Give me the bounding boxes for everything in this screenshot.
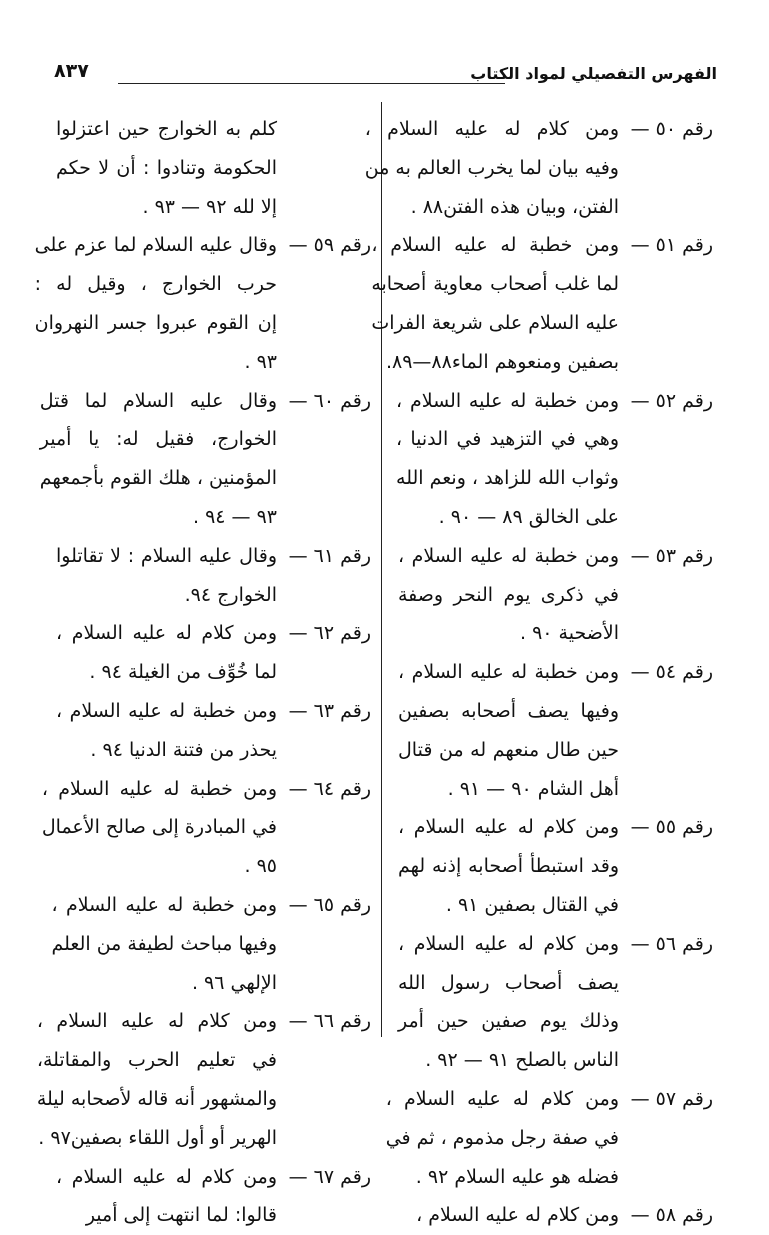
entry-number: رقم ٦٧ — — [288, 1165, 371, 1188]
entry-line: ٩٣ — ٩٤ . — [192, 505, 277, 528]
index-entry — [41, 770, 371, 886]
entry-line: وهي في التزهيد في الدنيا ، — [396, 428, 619, 451]
entry-number: رقم ٥٠ — — [630, 118, 713, 140]
entry-number: رقم ٦٢ — — [288, 622, 371, 645]
entry-line: ومن كلام له عليه السلام ، — [56, 622, 277, 645]
index-entry — [385, 1080, 713, 1196]
entry-line: حين طال منعهم له من قتال — [398, 738, 619, 761]
entry-line: الخوارج، فقيل له: يا أمير — [39, 428, 277, 451]
page-number: ٨٣٧ — [54, 60, 89, 82]
entry-text — [398, 653, 619, 808]
entry-line: في المبادرة إلى صالح الأعمال — [41, 816, 277, 839]
entry-text — [35, 226, 277, 381]
entry-text — [398, 808, 619, 924]
entry-line: ومن كلام له عليه السلام ، — [56, 1165, 277, 1188]
entry-number: رقم ٥٥ — — [630, 816, 713, 839]
entry-text — [56, 537, 277, 615]
index-entry — [56, 1158, 371, 1235]
entry-line: في تعليم الحرب والمقاتلة، — [36, 1049, 277, 1072]
entry-number: رقم ٦٠ — — [288, 389, 371, 412]
page-header — [54, 58, 717, 92]
entry-line: وقال عليه السلام : لا تقاتلوا — [56, 544, 277, 567]
entry-line: في القتال بصفين ٩١ . — [445, 893, 619, 916]
entry-number: رقم ٦٦ — — [288, 1010, 371, 1033]
entry-line: ومن كلام له عليه السلام ، — [416, 1204, 619, 1227]
index-entry — [34, 226, 371, 381]
entry-line: وفيها يصف أصحابه بصفين — [398, 699, 619, 722]
entry-line: حرب الخوارج ، وقيل له : — [34, 273, 277, 296]
entry-text — [398, 1196, 619, 1235]
entry-line: الإلهي ٩٦ . — [191, 971, 277, 994]
entry-number: رقم ٥٤ — — [630, 661, 713, 684]
entry-line: قالوا: لما انتهت إلى أمير — [85, 1204, 277, 1227]
entry-text — [51, 886, 277, 1002]
entry-text — [398, 925, 619, 1080]
index-entry — [398, 808, 713, 924]
entry-line: كلم به الخوارج حين اعتزلوا — [56, 118, 277, 140]
entry-line: أهل الشام ٩٠ — ٩١ . — [447, 777, 619, 800]
index-entry — [36, 1002, 371, 1157]
index-entry — [398, 653, 713, 808]
entry-line: ومن خطبة له عليه السلام ، — [56, 699, 277, 722]
entry-line: ومن كلام له عليه السلام ، — [385, 1087, 619, 1110]
entry-line: ومن خطبة له عليه السلام ، — [371, 234, 619, 257]
entry-number: رقم ٦٣ — — [288, 699, 371, 722]
entry-line: ومن خطبة له عليه السلام ، — [41, 777, 277, 800]
entry-number: رقم ٦١ — — [288, 544, 371, 567]
left-column — [34, 110, 371, 1235]
entry-line: الفتن، وبيان هذه الفتن٨٨ . — [410, 195, 619, 218]
entry-line: وفيه بيان لما يخرب العالم به من — [364, 156, 619, 179]
index-entry — [56, 110, 371, 226]
entry-line: عليه السلام على شريعة الفرات — [371, 311, 619, 334]
entry-line: على الخالق ٨٩ — ٩٠ . — [438, 505, 619, 528]
entry-text — [40, 382, 277, 537]
entry-line: فضله هو عليه السلام ٩٢ . — [415, 1165, 619, 1188]
index-entry — [39, 382, 371, 537]
entry-number: رقم ٥٢ — — [630, 389, 713, 412]
right-column — [364, 110, 713, 1235]
index-entry — [56, 692, 371, 770]
entry-line: ٩٥ . — [244, 855, 277, 878]
entry-line: في صفة رجل مذموم ، ثم في — [385, 1126, 619, 1149]
entry-line: ٩٣ . — [244, 350, 277, 373]
entry-text — [386, 1080, 619, 1196]
entry-line: المؤمنين ، هلك القوم بأجمعهم — [39, 467, 277, 490]
entry-line: ومن خطبة له عليه السلام ، — [396, 389, 619, 412]
entry-number: رقم ٥٩ — — [288, 234, 371, 257]
entry-text — [398, 537, 619, 653]
entry-number: رقم ٥١ — — [630, 234, 713, 257]
header-rule — [118, 83, 505, 84]
index-entry — [398, 382, 713, 537]
entry-line: ومن كلام له عليه السلام ، — [398, 816, 619, 839]
entry-line: وقال عليه السلام لما عزم على — [34, 234, 277, 257]
entry-text — [396, 382, 619, 537]
index-entry — [364, 110, 713, 226]
entry-line: يصف أصحاب رسول الله — [398, 971, 619, 994]
entry-text — [56, 1158, 277, 1235]
entry-line: الناس بالصلح ٩١ — ٩٢ . — [425, 1049, 619, 1072]
entry-text — [56, 614, 277, 692]
entry-line: وقال عليه السلام لما قتل — [39, 389, 277, 412]
index-entry — [398, 925, 713, 1080]
entry-line: لما غلب أصحاب معاوية أصحابه — [371, 273, 619, 296]
entry-line: وفيها مباحث لطيفة من العلم — [51, 932, 277, 955]
entry-line: يحذر من فتنة الدنيا ٩٤ . — [90, 738, 277, 761]
entry-line: ومن كلام له عليه السلام ، — [36, 1010, 277, 1033]
entry-text — [42, 770, 277, 886]
index-entry — [56, 614, 371, 692]
running-title: الفهرس التفصيلي لمواد الكتاب — [470, 64, 717, 83]
index-entry — [56, 537, 371, 615]
entry-line: الحكومة وتنادوا : أن لا حكم — [56, 156, 277, 179]
entry-number: رقم ٥٨ — — [630, 1204, 713, 1227]
entry-line: ومن خطبة له عليه السلام ، — [51, 893, 277, 916]
entry-number: رقم ٦٥ — — [288, 893, 371, 916]
entry-line: ومن كلام له عليه السلام ، — [398, 932, 619, 955]
index-entry — [371, 226, 713, 381]
entry-number: رقم ٦٤ — — [288, 777, 371, 800]
index-entry — [398, 1196, 713, 1235]
entry-line: والمشهور أنه قاله لأصحابه ليلة — [36, 1087, 277, 1110]
entry-line: ومن خطبة له عليه السلام ، — [398, 661, 619, 684]
entry-line: الأضحية ٩٠ . — [520, 622, 619, 645]
entry-number: رقم ٥٦ — — [630, 932, 713, 955]
entry-text — [371, 226, 619, 381]
entry-number: رقم ٥٣ — — [630, 544, 713, 567]
entry-text — [365, 110, 619, 226]
entry-line: في ذكرى يوم النحر وصفة — [398, 583, 619, 606]
entry-text — [56, 692, 277, 770]
entry-text — [37, 1002, 277, 1157]
entry-line: الهرير أو أول اللقاء بصفين٩٧ . — [38, 1126, 277, 1149]
entry-line: وذلك يوم صفين حين أمر — [398, 1010, 619, 1033]
entry-line: بصفين ومنعوهم الماء٨٨—٨٩. — [385, 350, 619, 373]
entry-line: ومن كلام له عليه السلام ، — [364, 118, 619, 140]
entry-line: الخوارج ٩٤. — [184, 583, 277, 606]
entry-number: رقم ٥٧ — — [630, 1087, 713, 1110]
index-entry — [51, 886, 371, 1002]
entry-line: وقد استبطأ أصحابه إذنه لهم — [398, 855, 619, 878]
index-entry — [398, 537, 713, 653]
entry-line: وثواب الله للزاهد ، ونعم الله — [396, 467, 619, 490]
entry-line: ومن خطبة له عليه السلام ، — [398, 544, 619, 567]
entry-line: لما خُوِّف من الغيلة ٩٤ . — [89, 661, 277, 684]
entry-line: إلا لله ٩٢ — ٩٣ . — [142, 195, 277, 218]
entry-text — [56, 110, 277, 226]
entry-line: إن القوم عبروا جسر النهروان — [34, 311, 277, 334]
